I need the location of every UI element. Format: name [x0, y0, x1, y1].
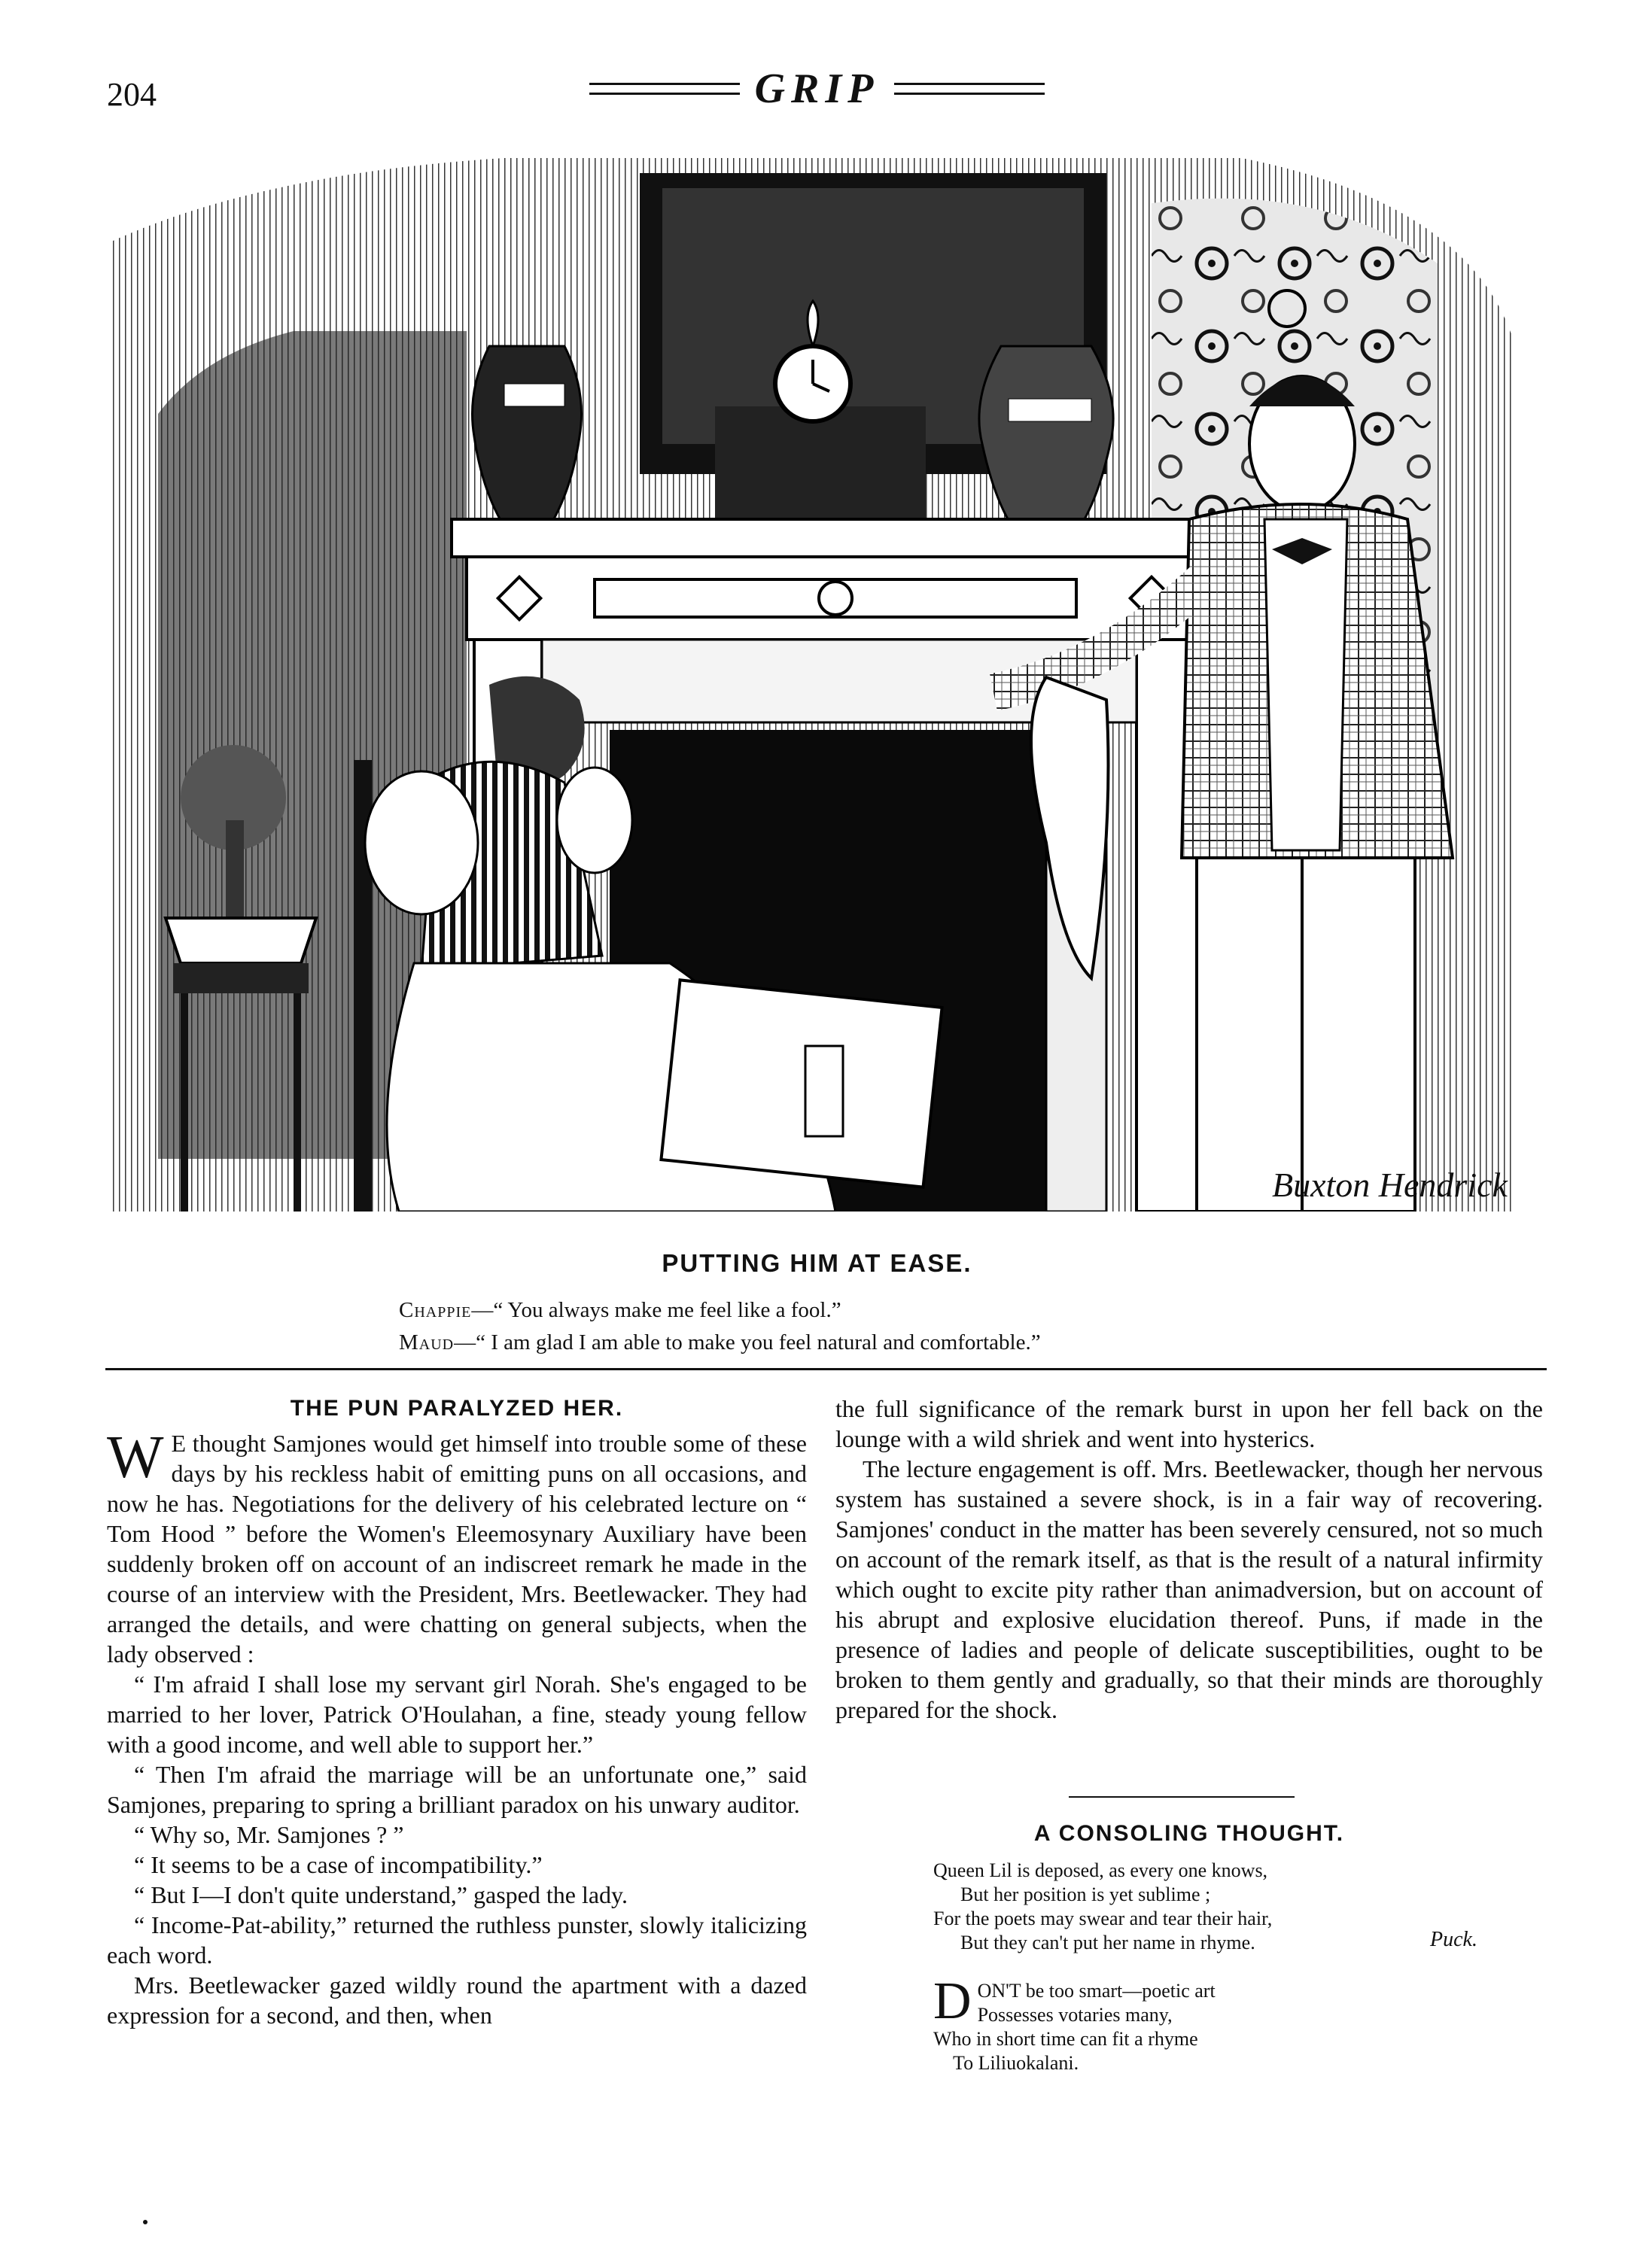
- masthead-right-rule: [894, 83, 1045, 95]
- short-divider: [1069, 1796, 1295, 1798]
- illustration-caption-title: PUTTING HIM AT EASE.: [662, 1249, 972, 1277]
- masthead: [0, 65, 1634, 113]
- speaker-name: Chappie: [399, 1298, 472, 1322]
- poem-line: To Liliuokalani.: [953, 2052, 1079, 2074]
- section-divider: [105, 1368, 1547, 1370]
- poem-line: ON'T be too smart—poetic art: [977, 1980, 1216, 2002]
- article-pun-column: [107, 1394, 807, 2030]
- poem-line: Queen Lil is deposed, as every one knows,: [933, 1859, 1268, 1881]
- dialogue-text: —“ I am glad I am able to make you feel natural and comfortable.”: [454, 1330, 1041, 1354]
- dialogue-line-maud: [399, 1330, 1041, 1355]
- article-pun-continued: [835, 1394, 1543, 1725]
- article-first-paragraph: [107, 1424, 807, 1669]
- artist-signature: Buxton Hendrick: [1272, 1166, 1508, 1204]
- article-paragraph: The lecture engagement is off. Mrs. Beetlewacker, though her nervous system has sustained a severe shock, is in a fair way of recovering. Samjones' conduct in the matter has been severely censured, not so much on account of the remark itself, as that is the result of a natural infirmity which ought to excite pity rather than animadversion, but on account of his abrupt and explosive elucidation thereof. Puns, if made in the presence of ladies and people of delicate susceptibilities, ought to be broken to them gently and gradually, so that their minds are thoroughly prepared for the shock.: [835, 1455, 1543, 1723]
- page-number: 204: [107, 76, 157, 113]
- article-paragraph: “ Income-Pat-ability,” returned the ruthless punster, slowly italicizing each word.: [107, 1911, 807, 1969]
- article-paragraph: Mrs. Beetlewacker gazed wildly round the apartment with a dazed expression for a second, and then, when: [107, 1972, 807, 2029]
- drop-cap: D: [933, 1972, 972, 2030]
- poem-line: Possesses votaries many,: [977, 2004, 1173, 2026]
- drop-cap: W: [107, 1424, 164, 1491]
- consoling-heading: A CONSOLING THOUGHT.: [1033, 1821, 1345, 1846]
- poem-credit: Puck.: [1430, 1928, 1477, 1951]
- article-paragraph: “ Then I'm afraid the marriage will be an unfortunate one,” said Samjones, preparing to spring a brilliant paradox on his unwary auditor.: [107, 1761, 807, 1818]
- mantel-vase-right: [979, 346, 1113, 527]
- poem-line: Who in short time can fit a rhyme: [933, 2028, 1198, 2050]
- verse-liliuokalani: [933, 1972, 1550, 2075]
- article-paragraph: “ It seems to be a case of incompatibility.”: [134, 1851, 543, 1878]
- paragraph-text: E thought Samjones would get himself into trouble some of these days by his reckless habit of emitting puns on all occasions, and now he has. Negotiations for the delivery of his celebrated lecture on “ Tom Hood ” before the Women's Eleemosynary Auxiliary have been suddenly broken off on account of an indiscreet remark he made in the course of an interview with the President, Mrs. Beetlewacker. They had arranged the details, and were chatting on general subjects, when the lady observed :: [107, 1430, 807, 1668]
- stray-ink-dot: [143, 2220, 148, 2224]
- illustration-parlor-scene: [113, 158, 1528, 1212]
- article-paragraph: the full significance of the remark burst in upon her fell back on the lounge with a wild shriek and went into hysterics.: [835, 1395, 1543, 1452]
- masthead-left-rule: [589, 83, 740, 95]
- article-paragraph: “ I'm afraid I shall lose my servant girl Norah. She's engaged to be married to her lover, Patrick O'Houlahan, a fine, steady young fellow with a good income, and well able to support her.”: [107, 1671, 807, 1758]
- article-paragraph: “ Why so, Mr. Samjones ? ”: [134, 1821, 404, 1848]
- article-heading: THE PUN PARALYZED HER.: [290, 1396, 624, 1421]
- poem-line: For the poets may swear and tear their hair,: [933, 1908, 1273, 1929]
- masthead-title: GRIP: [754, 65, 880, 112]
- article-paragraph: “ But I—I don't quite understand,” gasped the lady.: [134, 1881, 628, 1908]
- poem-line: But they can't put her name in rhyme.: [960, 1932, 1255, 1953]
- dialogue-line-chappie: [399, 1298, 841, 1323]
- poem-line: But her position is yet sublime ;: [960, 1883, 1211, 1905]
- dialogue-text: —“ You always make me feel like a fool.”: [471, 1298, 841, 1322]
- speaker-name: Maud: [399, 1330, 455, 1354]
